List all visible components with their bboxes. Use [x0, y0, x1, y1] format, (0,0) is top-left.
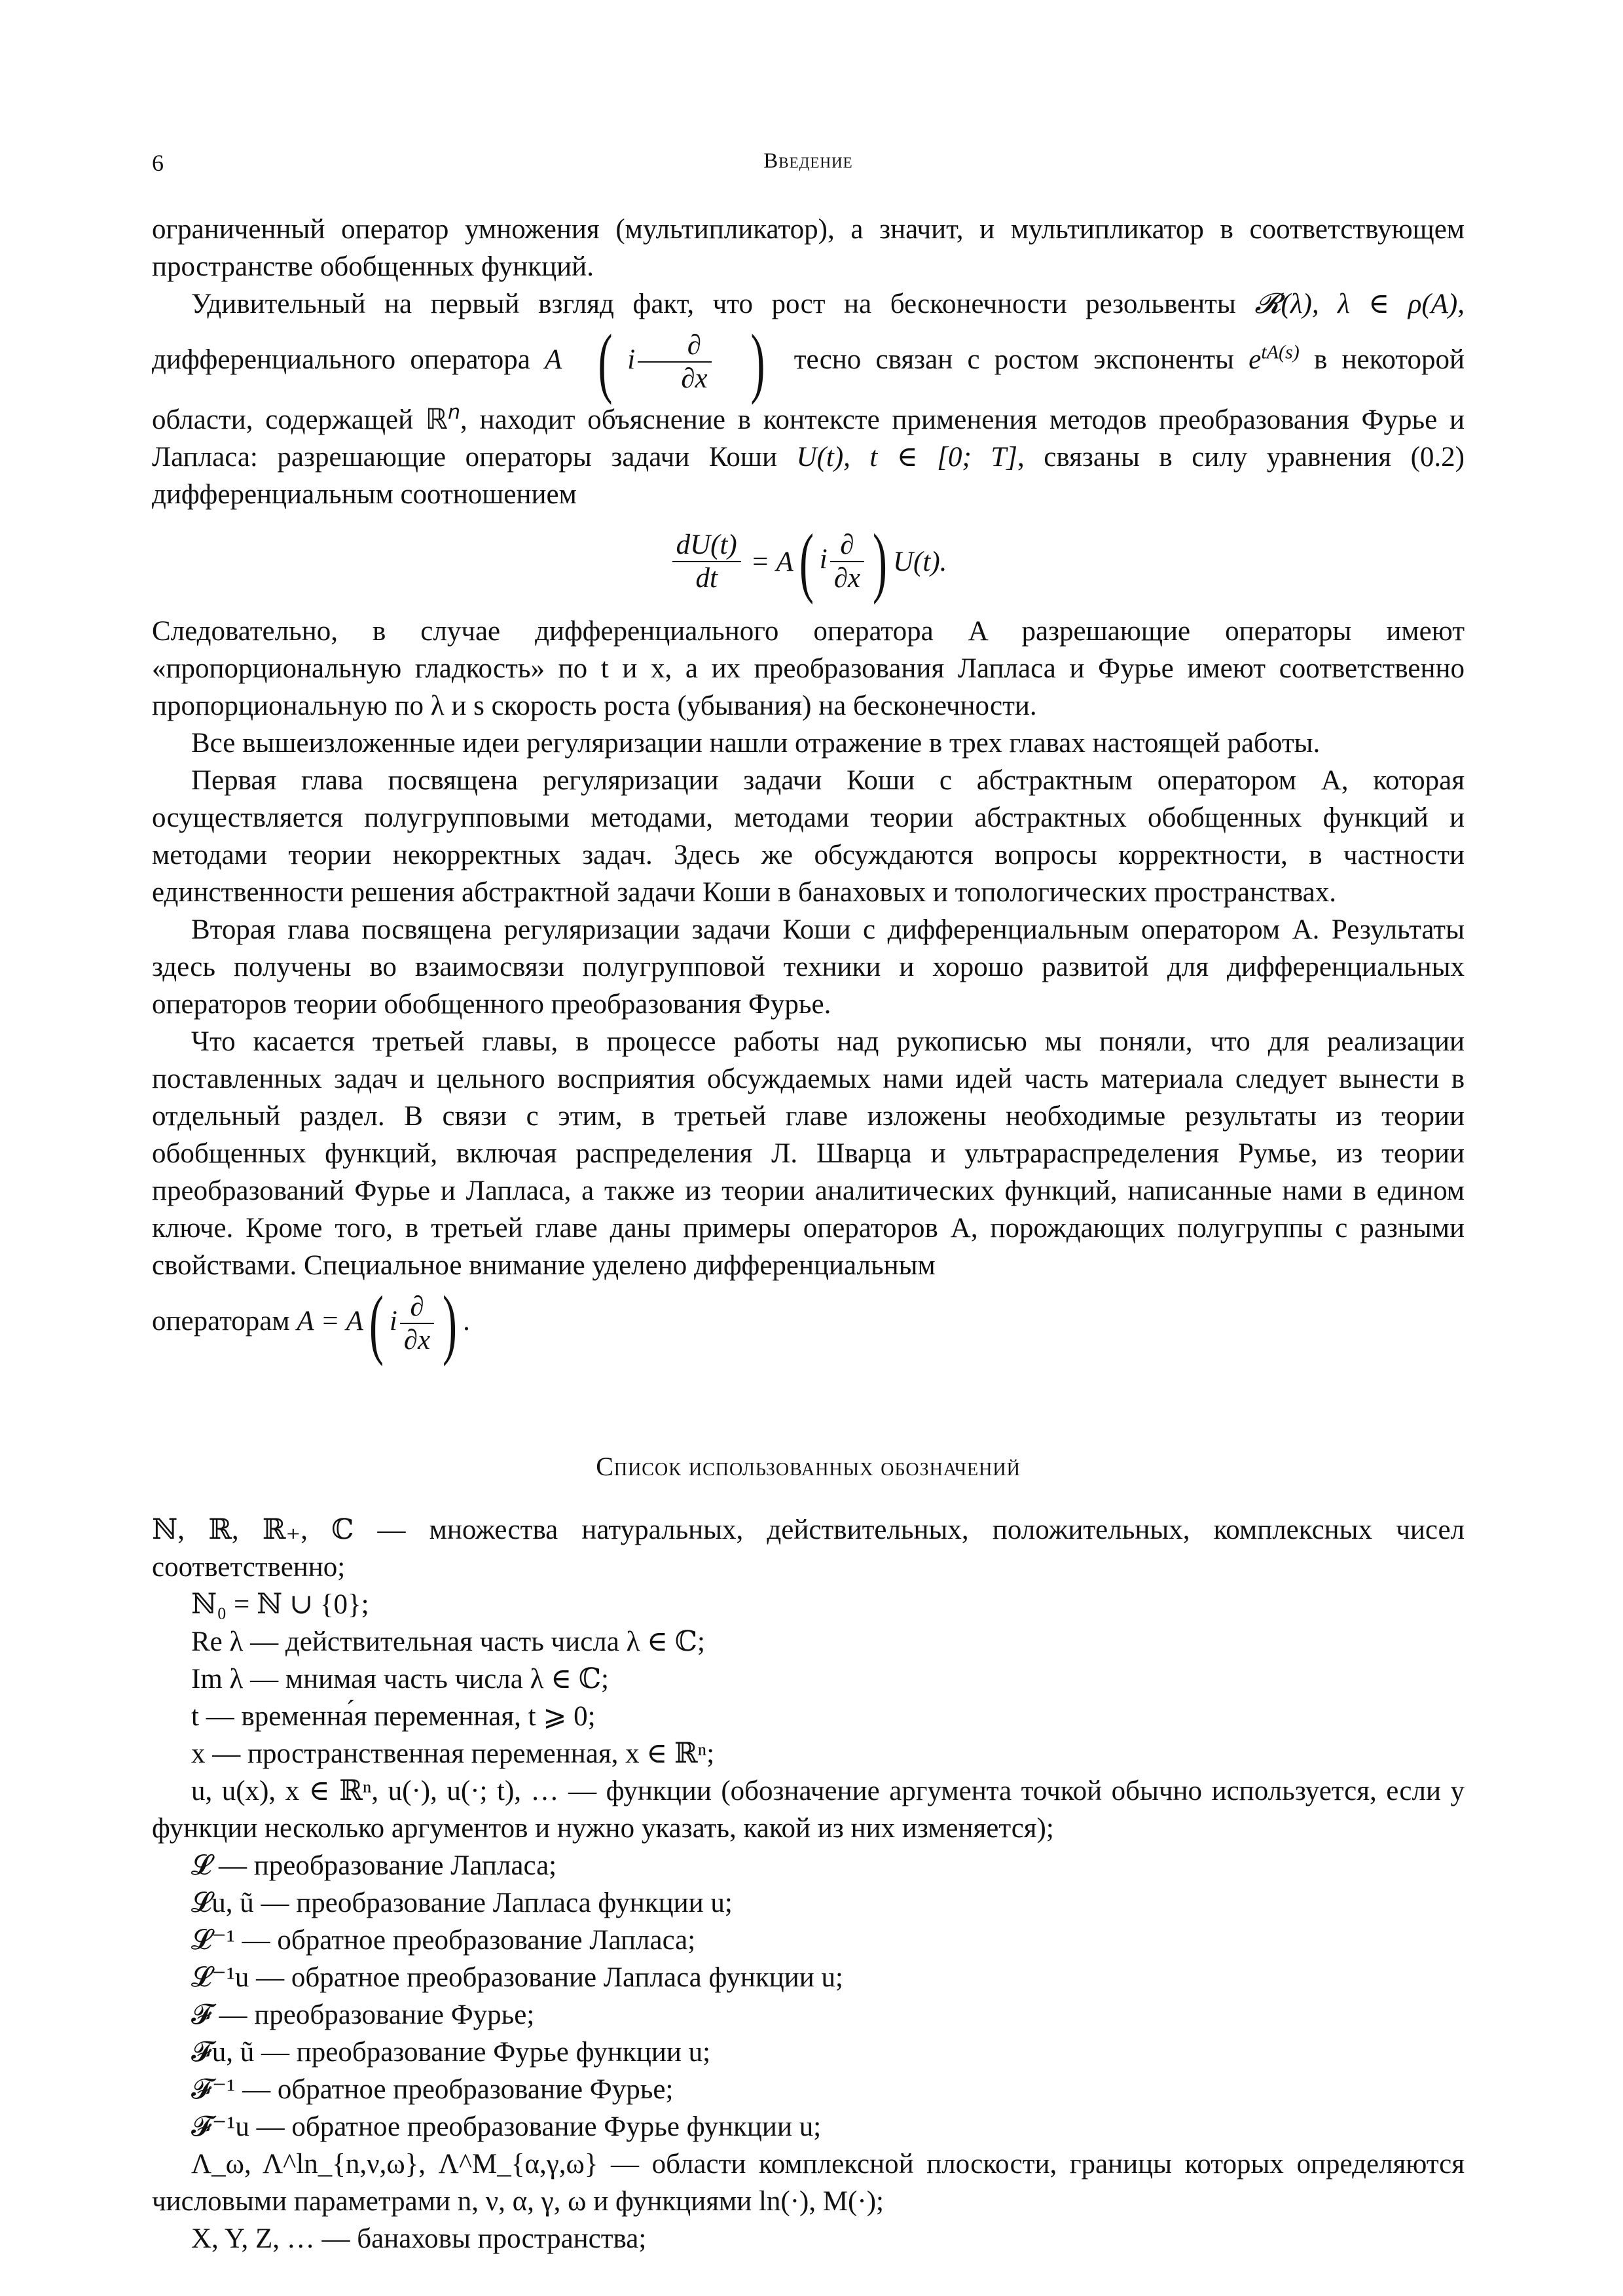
- operator-formula: A = A: [297, 1305, 363, 1336]
- text-span: в некоторой области, содержащей: [152, 344, 1465, 435]
- page-body: [152, 211, 1465, 2257]
- symbol-i: i: [389, 1305, 397, 1336]
- notation-item: ℕ₀ = ℕ ∪ {0};: [191, 1589, 369, 1620]
- page-header: [152, 149, 1465, 188]
- text-span: операторам: [152, 1305, 297, 1336]
- paren-close: ): [750, 318, 765, 405]
- notation-item: Im λ — мнимая часть числа λ ∈ ℂ;: [191, 1664, 609, 1695]
- notation-item: 𝓛 — преобразование Лапласа;: [191, 1850, 557, 1881]
- notation-item: Re λ — действительная часть числа λ ∈ ℂ;: [191, 1626, 705, 1657]
- notation-item: x — пространственная переменная, x ∈ ℝⁿ;: [191, 1738, 715, 1769]
- resolvent-formula: 𝓡(λ), λ ∈ ρ(A),: [1254, 289, 1465, 319]
- Rn-symbol: ℝ$^n$: [425, 401, 461, 436]
- solution-operator: U(t), t ∈ [0; T]: [796, 442, 1017, 473]
- paren-open: (: [799, 518, 814, 605]
- text-span: дифференциального оператора: [152, 344, 545, 375]
- paren-open: (: [598, 318, 613, 405]
- exponent-formula: $e^{tA(s)}$: [1249, 340, 1300, 375]
- symbol-i: i: [819, 543, 828, 575]
- notation-item: 𝓕⁻¹ — обратное преобразование Фурье;: [191, 2074, 674, 2105]
- eq-partial-fraction: $\frac{\partial}{\partial x}$: [830, 530, 864, 593]
- eq-tail: U(t).: [893, 546, 947, 577]
- text-span: , находит объяснение в контексте применения методов преобразования Фурье и Лапласа: разрешающие операторы задачи Коши: [152, 404, 1465, 473]
- paragraph-7-end: [152, 1280, 1465, 1367]
- page-number: 6: [152, 150, 164, 176]
- notation-item: ℕ, ℝ, ℝ₊, ℂ — множества натуральных, действительных, положительных, комплексных чисел соответственно;: [152, 1515, 1465, 1583]
- text-span: .: [463, 1305, 470, 1336]
- eq-lhs-fraction: $\frac{dU(t)}{dt}$: [672, 530, 741, 593]
- symbol-i: i: [627, 344, 636, 375]
- operator-A: A: [545, 344, 562, 375]
- paragraph-5: Первая глава посвящена регуляризации задачи Коши с абстрактным оператором A, которая осуществляется полугрупповыми методами, методами теории абстрактных обобщенных функций и методами теории некорректных задач. Здесь же обсуждаются вопросы корректности, в частности единственности решения абстрактной задачи Коши в банаховых и топологических пространствах.: [152, 765, 1465, 908]
- notation-item: u, u(x), x ∈ ℝⁿ, u(·), u(·; t), … — функции (обозначение аргумента точкой обычно используется, если у функции несколько аргументов и нужно указать, какой из них изменяется);: [152, 1776, 1465, 1844]
- notation-item: 𝓛⁻¹ — обратное преобразование Лапласа;: [191, 1925, 696, 1956]
- paren-close: ): [873, 518, 888, 605]
- paragraph-4: Все вышеизложенные идеи регуляризации нашли отражение в трех главах настоящей работы.: [191, 728, 1321, 759]
- paragraph-1: ограниченный оператор умножения (мультипликатор), а значит, и мультипликатор в соответствующем пространстве обобщенных функций.: [152, 214, 1465, 282]
- notation-item: X, Y, Z, … — банаховы пространства;: [191, 2223, 647, 2254]
- notation-item: Λ_ω, Λ^ln_{n,ν,ω}, Λ^M_{α,γ,ω} — области комплексной плоскости, границы которых определяются числовыми параметрами n, ν, α, γ, ω и функциями ln(·), M(·);: [152, 2149, 1465, 2217]
- text-span: , связаны в силу уравнения (0.2) дифференциальным соотношением: [152, 442, 1465, 510]
- paragraph-3: Следовательно, в случае дифференциального оператора A разрешающие операторы имеют «пропорциональную гладкость» по t и x, а их преобразования Лапласа и Фурье имеют соответственно пропорциональную по λ и s скорость роста (убывания) на бесконечности.: [152, 616, 1465, 721]
- paragraph-7: Что касается третьей главы, в процессе работы над рукописью мы поняли, что для реализации поставленных задач и цельного восприятия обсуждаемых нами идей часть материала следует вынести в отдельный раздел. В связи с этим, в третьей главе изложены необходимые результаты из теории обобщенных функций, включая распределения Л. Шварца и ультрараспределения Румье, из теории преобразований Фурье и Лапласа, а также из теории аналитических функций, написанные нами в едином ключе. Кроме того, в третьей главе даны примеры операторов A, порождающих полугруппы с разными свойствами. Специальное внимание уделено дифференциальным: [152, 1026, 1465, 1281]
- notation-item: 𝓛⁻¹u — обратное преобразование Лапласа функции u;: [191, 1962, 843, 1993]
- running-title: Введение: [763, 149, 853, 173]
- notation-heading: Список использованных обозначений: [596, 1452, 1021, 1481]
- notation-item: 𝓛u, ũ — преобразование Лапласа функции u;: [191, 1888, 733, 1918]
- eq-equals: = A: [750, 546, 793, 577]
- text-span: тесно связан с ростом экспоненты: [779, 344, 1249, 375]
- partial-fraction: $\frac{\partial}{\partial x}$: [400, 1292, 434, 1355]
- notation-item: 𝓕 — преобразование Фурье;: [191, 2000, 535, 2030]
- paren-open: (: [369, 1280, 384, 1367]
- notation-item: t — временна́я переменная, t ⩾ 0;: [191, 1701, 596, 1732]
- partial-fraction: $\frac{\partial}{\partial x}$: [638, 331, 711, 393]
- notation-item: 𝓕⁻¹u — обратное преобразование Фурье функции u;: [191, 2111, 822, 2142]
- text-span: Удивительный на первый взгляд факт, что рост на бесконечности резольвенты: [191, 289, 1255, 319]
- paragraph-2: [152, 285, 1465, 513]
- paragraph-6: Вторая глава посвящена регуляризации задачи Коши с дифференциальным оператором A. Результаты здесь получены во взаимосвязи полугрупповой техники и хорошо развитой для дифференциальных операторов теории обобщенного преобразования Фурье.: [152, 914, 1465, 1020]
- notation-item: 𝓕u, ũ — преобразование Фурье функции u;: [191, 2037, 711, 2068]
- paren-close: ): [443, 1280, 458, 1367]
- display-equation: [152, 518, 1465, 605]
